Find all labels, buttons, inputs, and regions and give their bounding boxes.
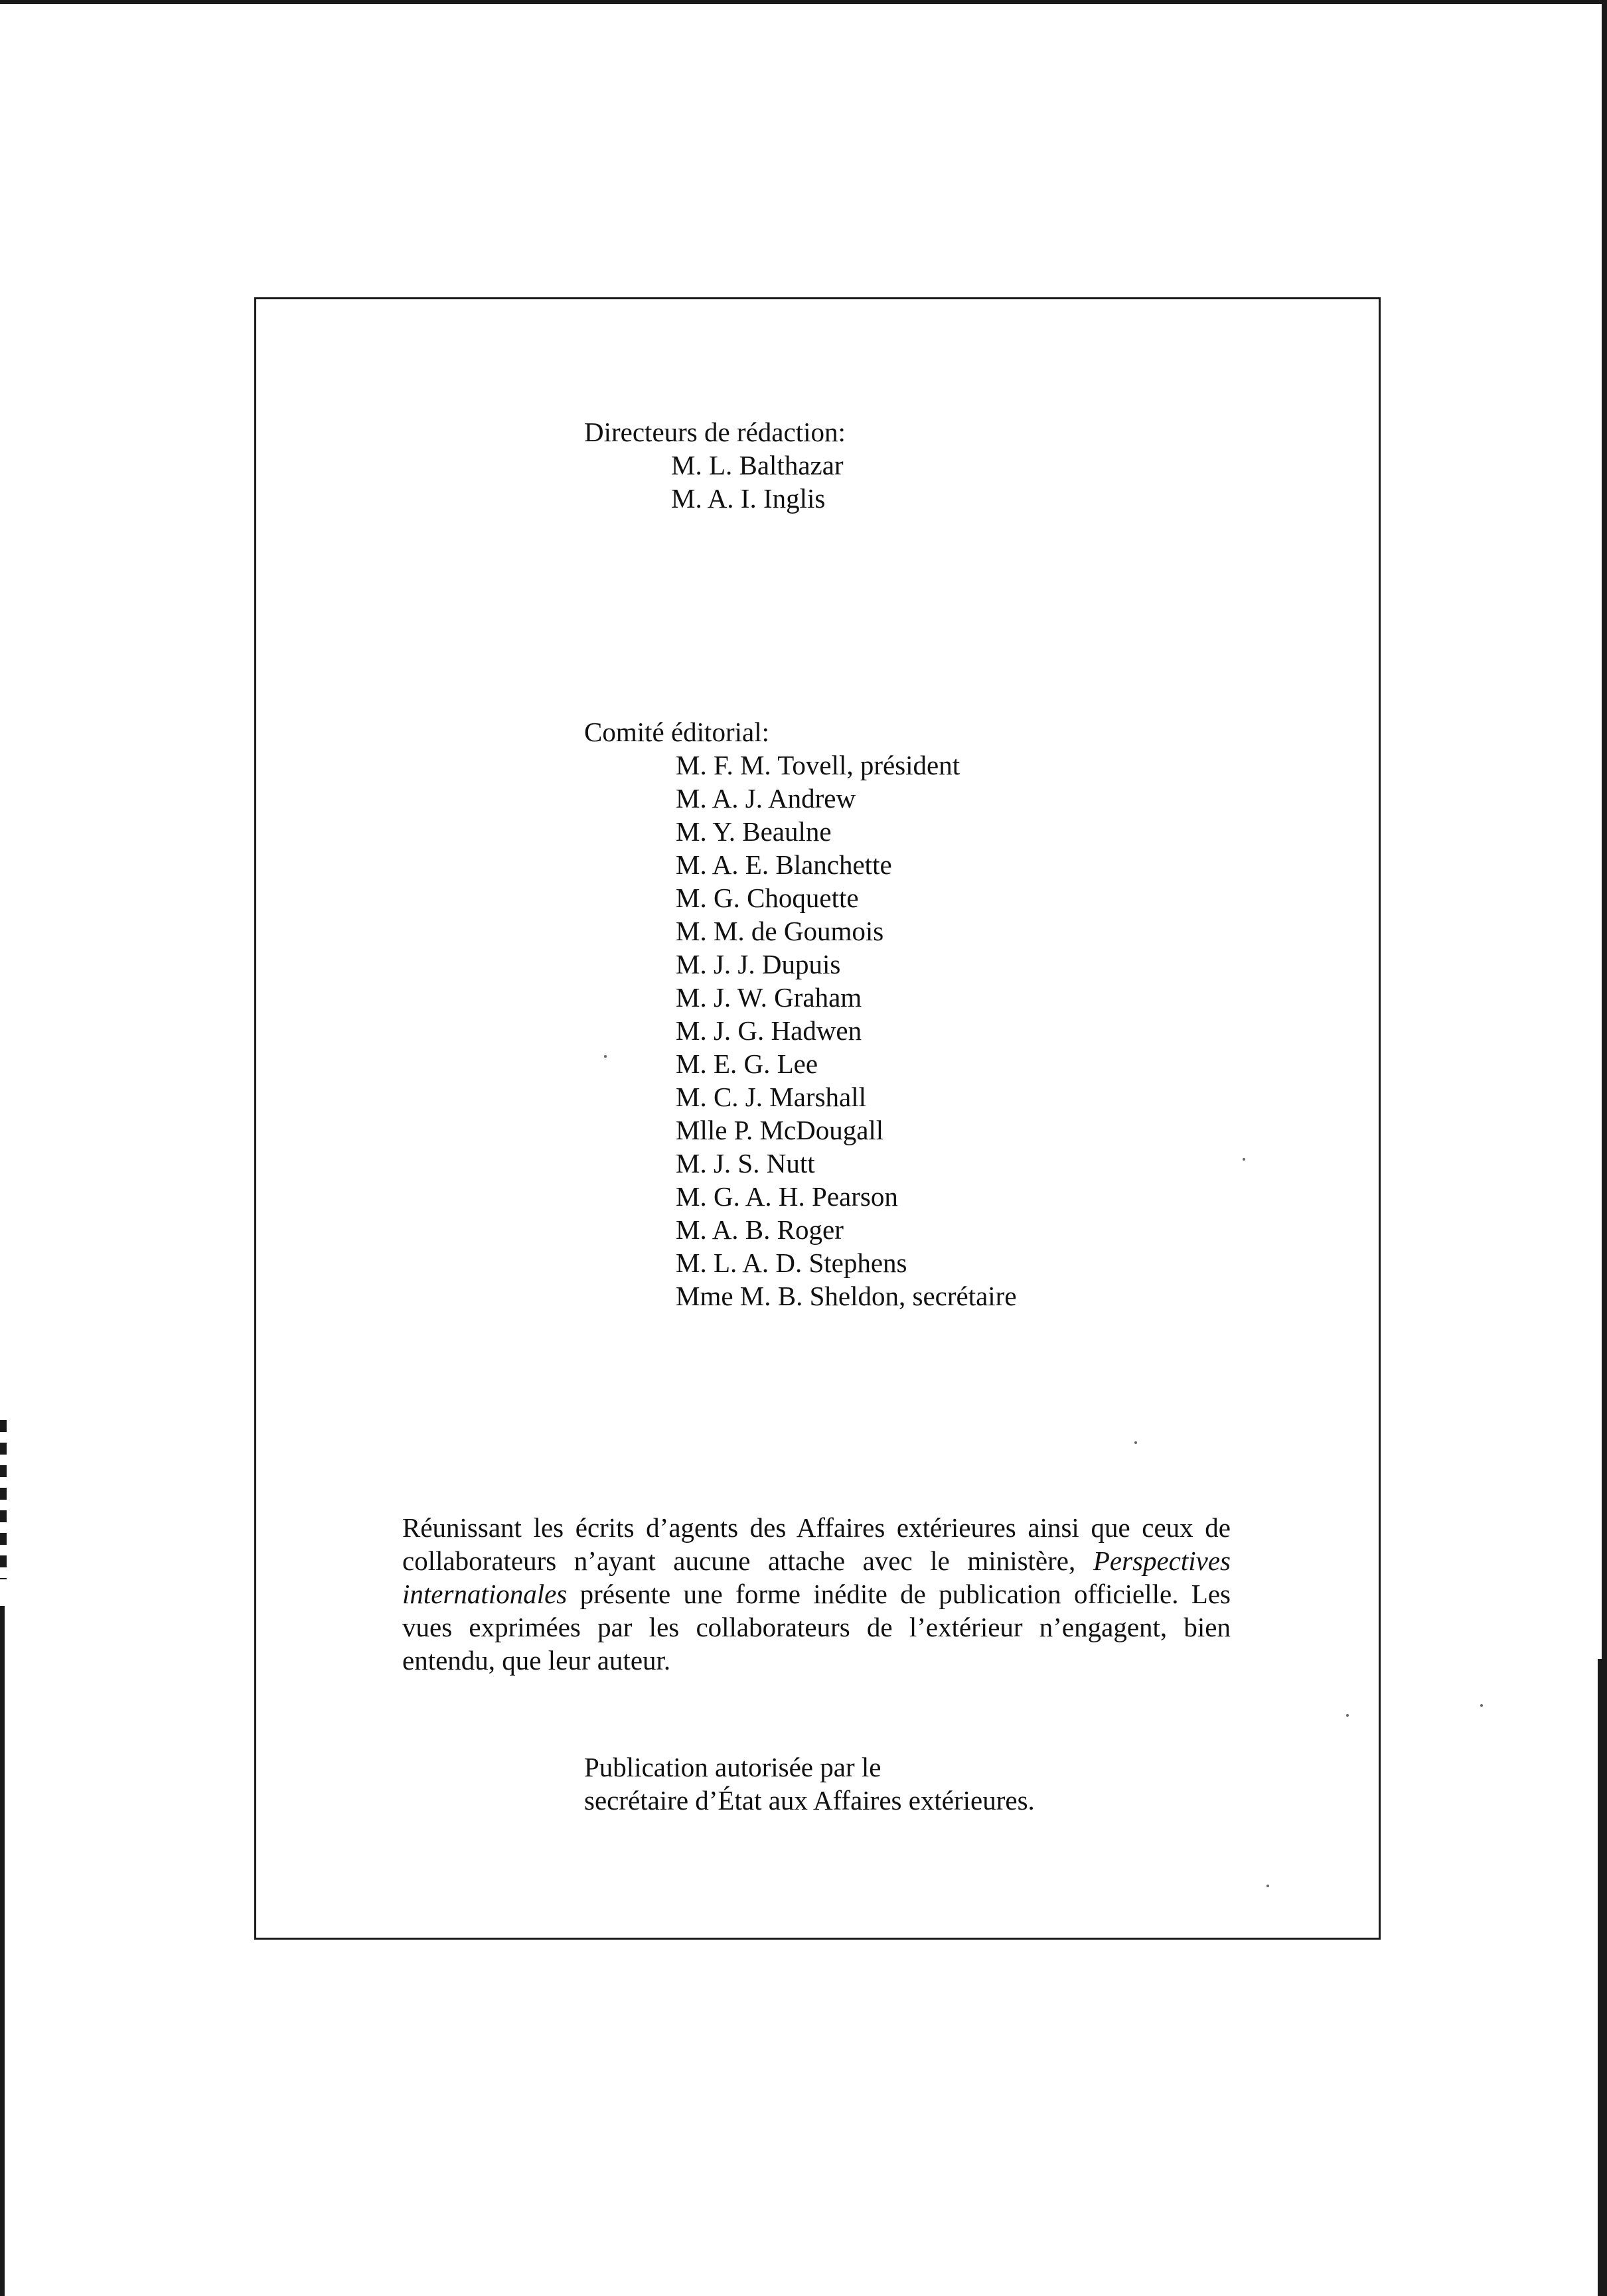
scan-right-edge-lower [1598, 1659, 1607, 2296]
scan-top-edge [0, 0, 1607, 4]
committee-member: M. C. J. Marshall [676, 1082, 866, 1112]
committee-member: M. J. S. Nutt [676, 1148, 815, 1179]
committee-heading: Comité éditorial: [584, 717, 769, 747]
committee-member: Mme M. B. Sheldon, secrétaire [676, 1281, 1017, 1311]
committee-member: M. G. Choquette [676, 883, 859, 913]
committee-member: M. J. J. Dupuis [676, 949, 841, 979]
committee-member: M. A. E. Blanchette [676, 849, 892, 880]
directors-heading: Directeurs de rédaction: [584, 417, 846, 447]
notice-paragraph [402, 1511, 1231, 1677]
notice-rest: présente une forme inédite de publication officielle. Les vues exprimées par les collaborateurs de l’extérieur n’engagent, bien entendu, que leur auteur. [402, 1579, 1231, 1676]
authorization-section [584, 1751, 1035, 1817]
committee-member: M. Y. Beaulne [676, 816, 832, 847]
committee-member: M. M. de Goumois [676, 916, 884, 946]
committee-member: M. L. A. D. Stephens [676, 1248, 907, 1278]
committee-section [584, 715, 1017, 1313]
director-name: M. L. Balthazar [671, 450, 844, 480]
scan-left-edge [0, 1606, 5, 2296]
scan-left-marks [0, 1420, 7, 1579]
committee-member: M. F. M. Tovell, président [676, 750, 960, 780]
committee-list [676, 749, 1017, 1313]
authorization-line: Publication autorisée par le [584, 1752, 881, 1782]
director-name: M. A. I. Inglis [671, 483, 826, 514]
committee-member: M. A. J. Andrew [676, 783, 856, 814]
directors-section [584, 415, 846, 515]
committee-member: M. J. W. Graham [676, 982, 862, 1013]
notice-intro: Réunissant les écrits d’agents des Affaires extérieures ainsi que ceux de collaborateurs n’ayant aucune attache avec le ministère, [402, 1512, 1231, 1576]
committee-member: Mlle P. McDougall [676, 1115, 884, 1145]
authorization-line: secrétaire d’État aux Affaires extérieures. [584, 1785, 1035, 1816]
committee-member: M. A. B. Roger [676, 1214, 844, 1245]
publication-title: Perspectives internationales [402, 1545, 1231, 1609]
committee-member: M. G. A. H. Pearson [676, 1181, 898, 1212]
scan-speck [1480, 1704, 1483, 1707]
committee-member: M. J. G. Hadwen [676, 1015, 862, 1046]
committee-member: M. E. G. Lee [676, 1048, 818, 1079]
directors-list [671, 449, 846, 515]
